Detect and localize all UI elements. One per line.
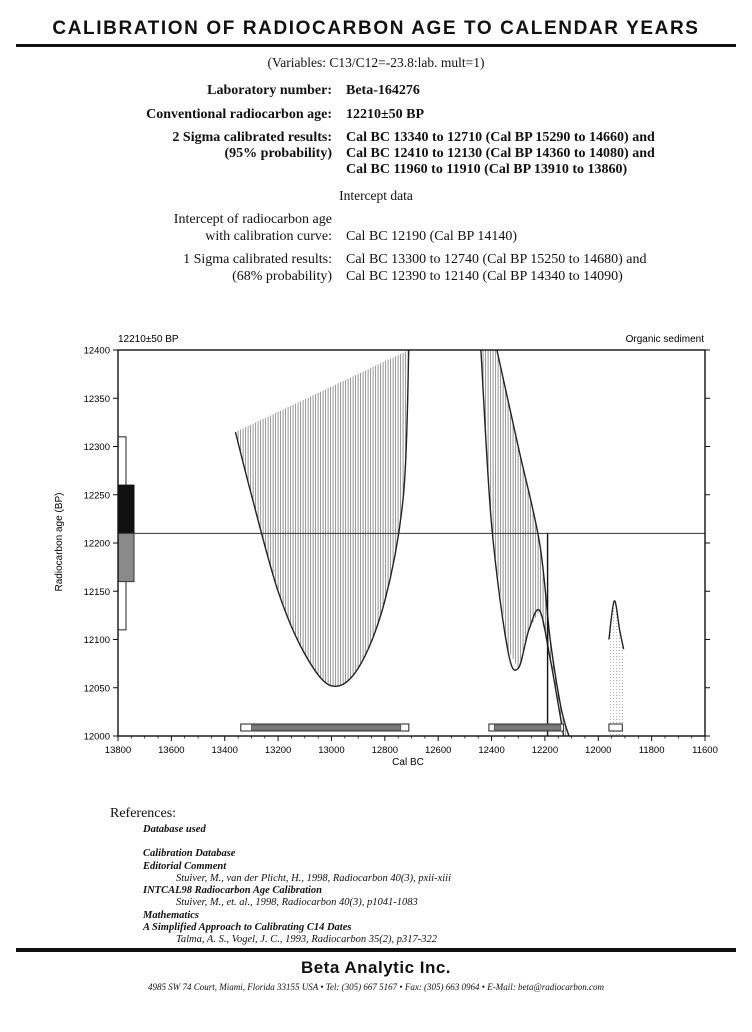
y-tick-label: 12000 [83, 731, 110, 743]
y-tick-label: 12150 [83, 586, 110, 598]
x-tick-label: 11600 [692, 745, 718, 756]
sigma1-range-bar [251, 725, 400, 730]
conv-age-label: Conventional radiocarbon age: [146, 107, 332, 122]
lab-number-value: Beta-164276 [346, 83, 420, 98]
x-tick-label: 12600 [424, 745, 452, 756]
x-tick-label: 13600 [158, 745, 185, 756]
y-tick-label: 12100 [83, 635, 110, 646]
age-1sigma-upper [118, 485, 134, 533]
y-tick-label: 12250 [83, 490, 110, 502]
x-tick-label: 11800 [638, 745, 665, 756]
material-label: Organic sediment [625, 334, 704, 345]
sigma1-range-bar [494, 725, 561, 730]
sample-label: 12210±50 BP [118, 334, 179, 345]
calibration-chart [0, 328, 752, 768]
conv-age-value: 12210±50 BP [346, 107, 425, 122]
one-sigma-line: Cal BC 12390 to 12140 (Cal BP 14340 to 14090) [346, 269, 623, 284]
probability-area-left [235, 350, 408, 686]
reference-line: Database used [143, 824, 206, 835]
page-title: CALIBRATION OF RADIOCARBON AGE TO CALENDAR YEARS [52, 18, 700, 39]
sigma2-range-bar [609, 724, 622, 731]
x-tick-label: 12200 [531, 745, 559, 756]
x-tick-label: 13200 [264, 745, 292, 756]
top-rule [16, 44, 736, 47]
one-sigma-prob: (68% probability) [232, 269, 332, 284]
intercept-title: Intercept data [339, 188, 413, 203]
intercept-value: Cal BC 12190 (Cal BP 14140) [346, 229, 517, 244]
intercept-label: with calibration curve: [205, 229, 332, 244]
y-tick-label: 12350 [83, 393, 110, 405]
two-sigma-prob: (95% probability) [224, 146, 332, 161]
lab-number-label: Laboratory number: [207, 83, 332, 98]
two-sigma-line: Cal BC 11960 to 11910 (Cal BP 13910 to 13860) [346, 162, 628, 177]
x-tick-label: 13400 [211, 745, 238, 756]
reference-line: Calibration Database [143, 848, 236, 859]
variables-line: (Variables: C13/C12=-23.8:lab. mult=1) [267, 55, 485, 70]
company-name: Beta Analytic Inc. [300, 958, 452, 977]
reference-line: Editorial Comment [143, 861, 227, 872]
two-sigma-line: Cal BC 13340 to 12710 (Cal BP 15290 to 14660) and [346, 130, 655, 145]
x-tick-label: 13000 [318, 745, 345, 756]
references [110, 806, 176, 822]
x-tick-label: 12000 [585, 745, 612, 756]
reference-line: Talma, A. S., Vogel, J. C., 1993, Radiocarbon 35(2), p317-322 [176, 934, 438, 945]
x-axis-label: Cal BC [392, 757, 424, 768]
y-tick-label: 12400 [83, 345, 110, 357]
two-sigma-label: 2 Sigma calibrated results: [172, 130, 332, 145]
reference-line: A Simplified Approach to Calibrating C14 Dates [143, 922, 352, 933]
reference-line: Mathematics [143, 910, 200, 921]
x-tick-label: 13800 [104, 745, 132, 756]
reference-line: Stuiver, M., et. al., 1998, Radiocarbon 40(3), p1041-1083 [176, 897, 418, 908]
age-1sigma-lower [118, 533, 134, 581]
y-tick-label: 12200 [83, 538, 110, 550]
intercept-label: Intercept of radiocarbon age [173, 212, 332, 227]
bottom-rule [16, 948, 736, 952]
references-heading: References: [110, 806, 177, 821]
reference-line: Stuiver, M., van der Plicht, H., 1998, Radiocarbon 40(3), pxii-xiii [176, 873, 451, 884]
y-tick-label: 12300 [83, 442, 110, 453]
y-tick-label: 12050 [83, 683, 110, 695]
y-axis-label: Radiocarbon age (BP) [54, 492, 65, 592]
x-tick-label: 12400 [478, 745, 505, 756]
one-sigma-line: Cal BC 13300 to 12740 (Cal BP 15250 to 14680) and [346, 252, 647, 267]
x-tick-label: 12800 [371, 745, 399, 756]
reference-line: INTCAL98 Radiocarbon Age Calibration [143, 885, 323, 896]
company-address: 4985 SW 74 Court, Miami, Florida 33155 USA • Tel: (305) 667 5167 • Fax: (305) 663 0964 • E-Mail: beta@radiocarbon.com [148, 982, 604, 992]
one-sigma-label: 1 Sigma calibrated results: [183, 252, 332, 267]
two-sigma-line: Cal BC 12410 to 12130 (Cal BP 14360 to 14080) and [346, 146, 655, 161]
